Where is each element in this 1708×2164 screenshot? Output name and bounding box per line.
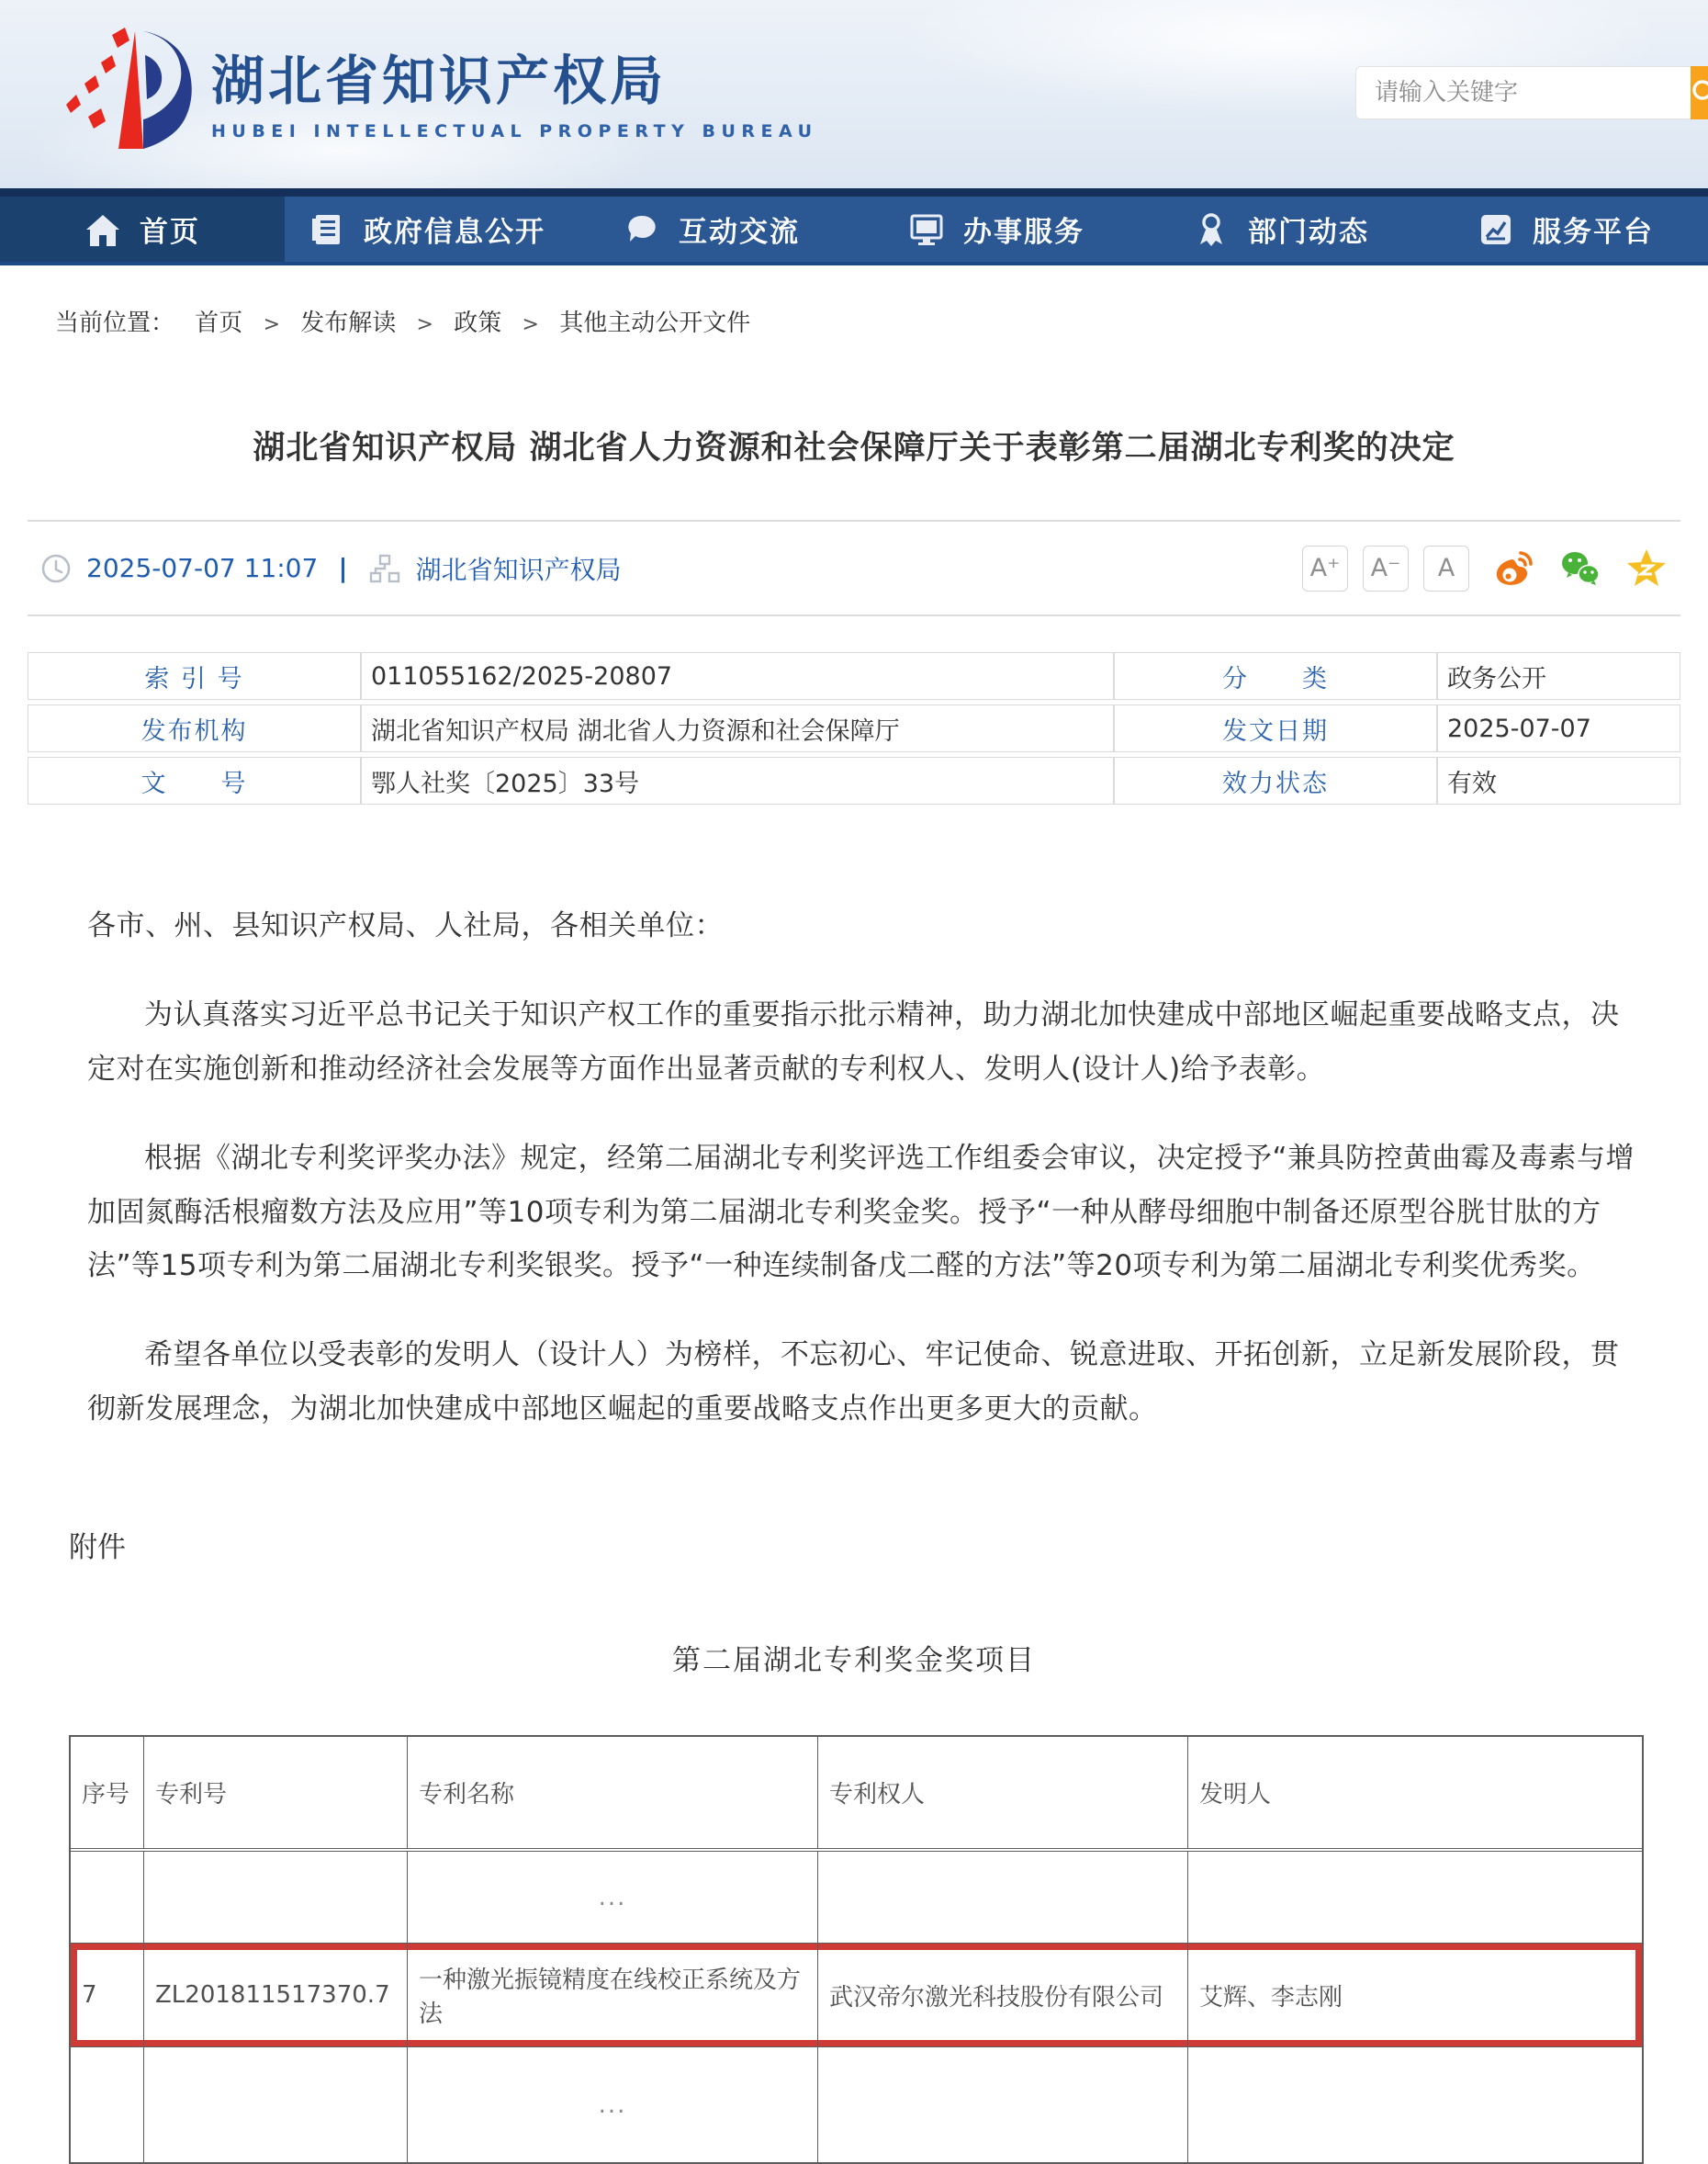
nav-item-label: 政府信息公开: [364, 216, 545, 249]
attachment-table-title: 第二届湖北专利奖金奖项目: [672, 1644, 1036, 1678]
body-paragraph: 希望各单位以受表彰的发明人（设计人）为榜样，不忘初心、牢记使命、锐意进取、开拓创新，立足新发展阶段，贯彻新发展理念，为湖北加快建成中部地区崛起的重要战略支点作出更多更大的贡献。: [87, 1338, 1620, 1426]
table-row: [28, 757, 1680, 805]
monitor-icon: [908, 211, 945, 248]
gold-award-table: [69, 1735, 1644, 2164]
breadcrumb-separator: >: [522, 313, 539, 336]
nav-item-interaction[interactable]: [569, 197, 854, 262]
page-title: 湖北省知识产权局 湖北省人力资源和社会保障厅关于表彰第二届湖北专利奖的决定: [253, 430, 1455, 467]
nav-item-label: 首页: [140, 216, 200, 249]
nav-item-label: 部门动态: [1248, 216, 1369, 249]
cell-serial: 7: [71, 1944, 144, 2046]
breadcrumb-current[interactable]: 其他主动公开文件: [559, 310, 751, 337]
table-cell: [818, 1852, 1188, 1943]
cell-inventors: 艾辉、李志刚: [1199, 1983, 1343, 2012]
chart-icon: [1478, 211, 1514, 248]
search-button[interactable]: [1691, 66, 1708, 119]
font-decrease-button[interactable]: A⁻: [1363, 546, 1409, 592]
search-box: [1355, 66, 1679, 119]
attachment-label: 附件: [69, 1531, 126, 1565]
ellipsis-cell: ...: [408, 2047, 818, 2162]
info-label: 文 号: [28, 757, 361, 805]
qzone-icon[interactable]: [1625, 547, 1668, 590]
info-value-doc-no: 鄂人社奖〔2025〕33号: [361, 757, 1114, 805]
medal-icon: [1193, 211, 1230, 248]
table-cell: [144, 2047, 408, 2162]
chat-bubble-icon: [624, 211, 660, 248]
table-cell: [144, 1852, 408, 1943]
site-title: 湖北省知识产权局: [211, 50, 668, 113]
table-cell: [818, 2047, 1188, 2162]
clock-icon: [40, 553, 72, 584]
body-paragraph: 根据《湖北专利奖评奖办法》规定，经第二届湖北专利奖评选工作组委会审议，决定授予“兼具防控黄曲霉及毒素与增加固氮酶活根瘤数方法及应用”等10项专利为第二届湖北专利奖金奖。授予“一种从酵母细胞中制备还原型谷胱甘肽的方法”等15项专利为第二届湖北专利奖银奖。授予“一种连续制备戊二醛的方法”等20项专利为第二届湖北专利奖优秀奖。: [87, 1141, 1635, 1283]
breadcrumb-release[interactable]: 发布解读: [300, 310, 397, 337]
table-cell: [1188, 2047, 1642, 2162]
nav-item-label: 办事服务: [963, 216, 1084, 249]
article-meta-bar: [28, 520, 1680, 616]
info-value-issuer: 湖北省知识产权局 湖北省人力资源和社会保障厅: [361, 704, 1114, 752]
breadcrumb-home[interactable]: 首页: [195, 310, 243, 337]
nav-item-service-platform[interactable]: [1423, 197, 1708, 262]
document-icon: [309, 211, 345, 248]
publish-source[interactable]: 湖北省知识产权局: [415, 554, 622, 585]
breadcrumb-prefix: 当前位置：: [55, 310, 175, 337]
column-header-inventors: 发明人: [1199, 1781, 1272, 1809]
table-row: [28, 652, 1680, 700]
table-header-row: [71, 1737, 1642, 1852]
table-row: [28, 704, 1680, 752]
font-reset-button[interactable]: A: [1423, 546, 1469, 592]
search-input[interactable]: [1355, 66, 1691, 119]
info-label: 发布机构: [28, 704, 361, 752]
site-brand: [48, 20, 818, 163]
main-nav: [0, 188, 1708, 265]
search-icon: [1691, 78, 1708, 107]
table-row-ellipsis: [71, 2047, 1642, 2162]
cell-patent-no: ZL201811517370.7: [144, 1944, 408, 2046]
column-header-serial: 序号: [71, 1737, 144, 1848]
info-value-issue-date: 2025-07-07: [1437, 704, 1680, 752]
column-header-patent-no: 专利号: [144, 1737, 408, 1848]
nav-item-home[interactable]: [0, 197, 285, 262]
info-label: 效力状态: [1114, 757, 1437, 805]
source-org-icon: [368, 552, 401, 585]
info-label: 发文日期: [1114, 704, 1437, 752]
breadcrumb-policy[interactable]: 政策: [454, 310, 502, 337]
info-label: 索 引 号: [28, 652, 361, 700]
column-header-patentee: 专利权人: [818, 1737, 1188, 1848]
info-value-category: 政务公开: [1437, 652, 1680, 700]
table-cell: [71, 1852, 144, 1943]
ellipsis-cell: ...: [408, 1852, 818, 1943]
table-cell: [1188, 1852, 1642, 1943]
home-icon: [84, 211, 121, 248]
info-label: 分 类: [1114, 652, 1437, 700]
publish-datetime: 2025-07-07 11:07: [86, 553, 319, 583]
meta-separator: |: [338, 553, 348, 583]
wechat-icon[interactable]: [1559, 547, 1601, 590]
document-info-table: [28, 648, 1680, 809]
cell-patentee: 武汉帝尔激光科技股份有限公司: [818, 1944, 1188, 2046]
weibo-icon[interactable]: [1493, 547, 1535, 590]
info-value-index-no: 011055162/2025-20807: [361, 652, 1114, 700]
font-increase-button[interactable]: A⁺: [1302, 546, 1348, 592]
column-header-patent-name: 专利名称: [408, 1737, 818, 1848]
breadcrumb: [0, 265, 1708, 338]
document-body: [0, 809, 1708, 1437]
table-row-highlighted: [71, 1944, 1642, 2047]
site-subtitle: HUBEI INTELLECTUAL PROPERTY BUREAU: [211, 120, 818, 141]
body-paragraph: 为认真落实习近平总书记关于知识产权工作的重要指示批示精神，助力湖北加快建成中部地区崛起重要战略支点，决定对在实施创新和推动经济社会发展等方面作出显著贡献的专利权人、发明人(设计人)给予表彰。: [87, 997, 1620, 1086]
nav-item-label: 互动交流: [679, 216, 800, 249]
cell-patent-name: 一种激光振镜精度在线校正系统及方法: [408, 1944, 818, 2046]
nav-item-label: 服务平台: [1533, 216, 1654, 249]
table-row-ellipsis: [71, 1852, 1642, 1944]
body-paragraph: 各市、州、县知识产权局、人社局，各相关单位：: [87, 909, 724, 942]
nav-item-department-news[interactable]: [1139, 197, 1423, 262]
site-header: [0, 0, 1708, 188]
bureau-logo-icon: [48, 20, 195, 163]
breadcrumb-separator: >: [416, 313, 433, 336]
breadcrumb-separator: >: [263, 313, 280, 336]
info-value-validity: 有效: [1437, 757, 1680, 805]
nav-item-gov-info[interactable]: [285, 197, 569, 262]
table-cell: [71, 2047, 144, 2162]
nav-item-services[interactable]: [854, 197, 1139, 262]
